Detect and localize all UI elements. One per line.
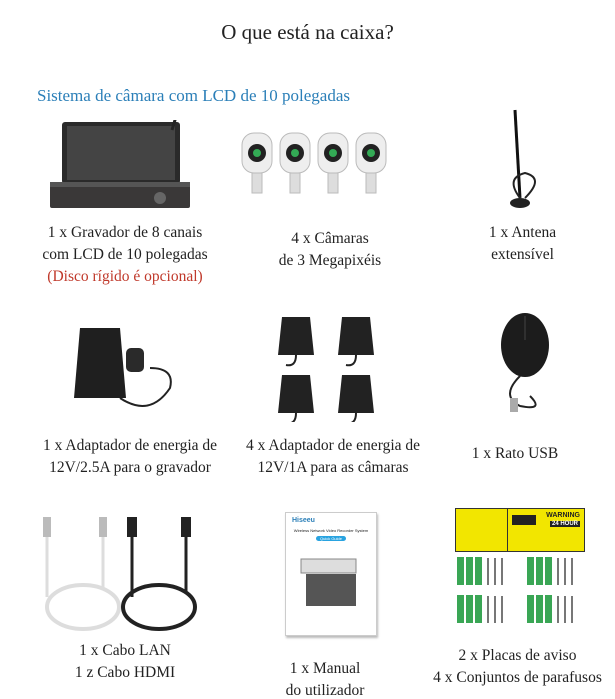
sign-warning-text: WARNING [546,512,580,519]
manual-heading: Wireless Network Video Recorder System [293,528,369,533]
item-caption-manual [230,658,420,699]
caption-line: 1 x Gravador de 8 canais [47,224,203,241]
cables-icon [35,512,215,634]
caption-line: 1 x Cabo LAN [79,642,171,659]
item-caption-antenna [430,222,615,266]
manual-icon [285,512,377,636]
caption-line: 2 x Placas de aviso [458,647,577,664]
caption-line: 4 x Conjuntos de parafusos [433,669,602,686]
warning-signs-icon [455,508,585,552]
item-caption-recorder-adapter [25,435,235,479]
caption-line: 12V/2.5A para o gravador [49,459,211,476]
caption-line: 12V/1A para as câmaras [257,459,409,476]
caption-line: 1 x Rato USB [471,445,559,462]
caption-line: 1 z Cabo HDMI [74,664,176,681]
item-caption-signs [420,645,615,689]
caption-line: 1 x Adaptador de energia de [42,437,218,454]
item-caption-mouse [430,443,600,465]
item-caption-cameras [230,228,430,272]
screw-sets-icon [455,555,585,630]
manual-brand: Hiseeu [292,517,315,524]
caption-line: do utilizador [285,682,365,699]
usb-mouse-icon [490,310,560,420]
caption-line: 1 x Antena [488,224,557,241]
antenna-icon [490,108,560,218]
item-caption-nvr [20,222,230,288]
caption-line: 4 x Câmaras [291,230,369,247]
item-caption-camera-adapters [228,435,438,479]
sign-hours-text: 24 HOUR [551,521,578,527]
power-adapters-icon [272,312,392,422]
caption-line: com LCD de 10 polegadas [42,246,208,263]
page-title: O que está na caixa? [221,20,394,44]
section-subtitle: Sistema de câmara com LCD de 10 polegadas [37,86,350,105]
power-adapter-icon [60,318,180,418]
caption-note: (Disco rígido é opcional) [47,268,203,285]
cameras-icon [238,125,398,215]
caption-line: 4 x Adaptador de energia de [245,437,421,454]
caption-line: de 3 Megapixéis [278,252,382,269]
caption-line: 1 x Manual [289,660,361,677]
nvr-lcd-icon [40,120,200,215]
caption-line: extensível [491,246,554,263]
item-caption-cables [25,640,225,684]
manual-badge: Quick Guide [316,536,346,541]
